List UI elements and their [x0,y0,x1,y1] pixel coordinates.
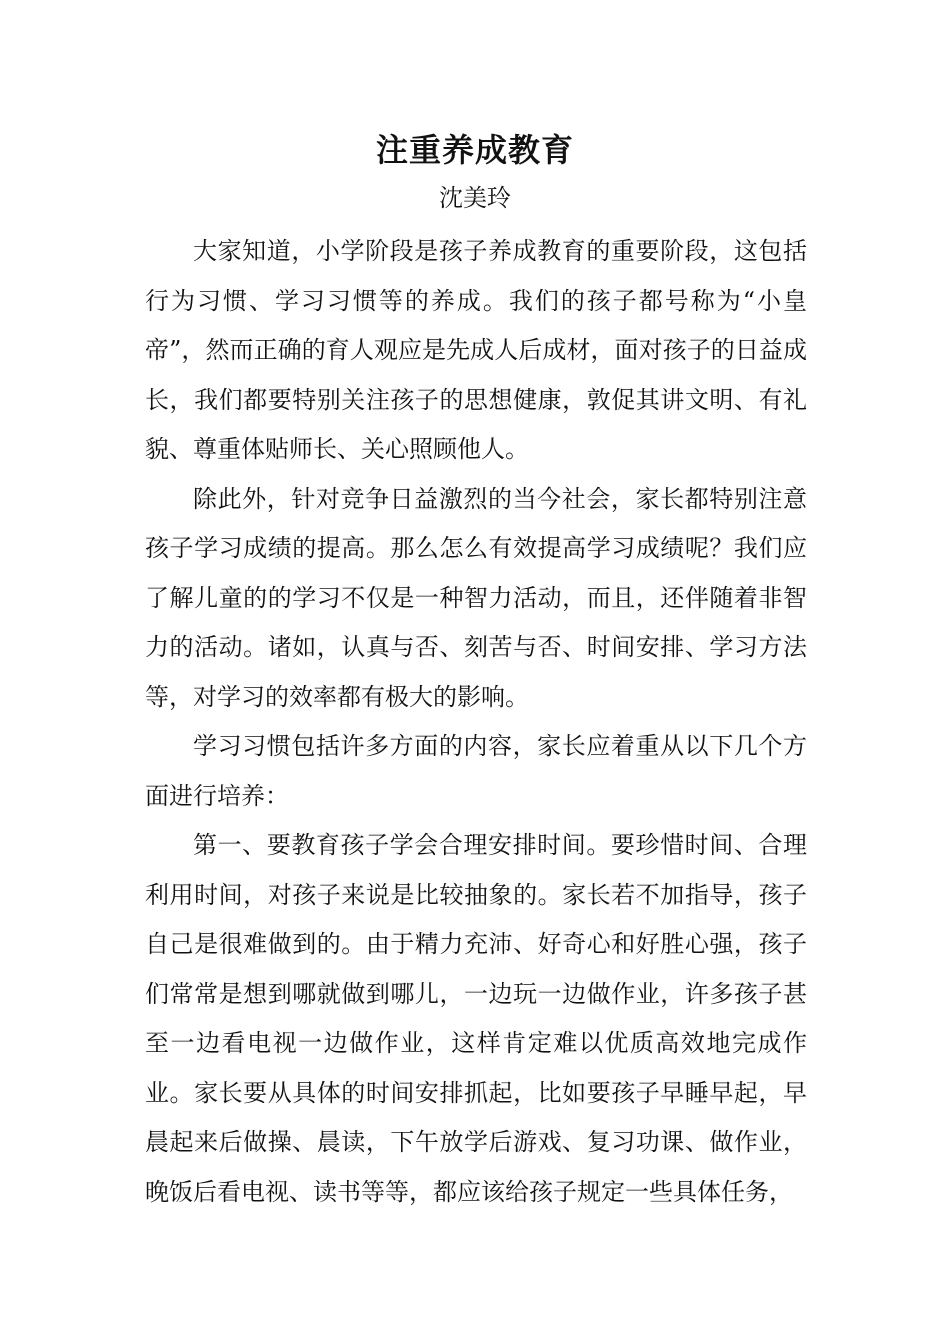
paragraph-2: 除此外，针对竞争日益激烈的当今社会，家长都特别注意孩子学习成绩的提高。那么怎么有效提高学习成绩呢？我们应了解儿童的的学习不仅是一种智力活动，而且，还伴随着非智力的活动。诸如，认真与否、刻苦与否、时间安排、学习方法等，对学习的效率都有极大的影响。 [145,484,807,711]
document-title: 注重养成教育 [375,131,574,169]
paragraph-4: 第一、要教育孩子学会合理安排时间。要珍惜时间、合理利用时间，对孩子来说是比较抽象的。家长若不加指导，孩子自己是很难做到的。由于精力充沛、好奇心和好胜心强，孩子们常常是想到哪就做到哪儿，一边玩一边做作业，许多孩子甚至一边看电视一边做作业，这样肯定难以优质高效地完成作业。家长要从具体的时间安排抓起，比如要孩子早睡早起，早晨起来后做操、晨读，下午放学后游戏、复习功课、做作业，晚饭后看电视、读书等等，都应该给孩子规定一些具体任务， [145,831,807,1206]
document-body [145,227,807,1217]
paragraph-1: 大家知道，小学阶段是孩子养成教育的重要阶段，这包括行为习惯、学习习惯等的养成。我们的孩子都号称为“小皇帝”，然而正确的育人观应是先成人后成材，面对孩子的日益成长，我们都要特别关注孩子的思想健康，敦促其讲文明、有礼貌、尊重体贴师长、关心照顾他人。 [145,237,807,463]
paragraph-3: 学习习惯包括许多方面的内容，家长应着重从以下几个方面进行培养： [145,732,807,810]
document-author: 沈美玲 [439,184,511,212]
